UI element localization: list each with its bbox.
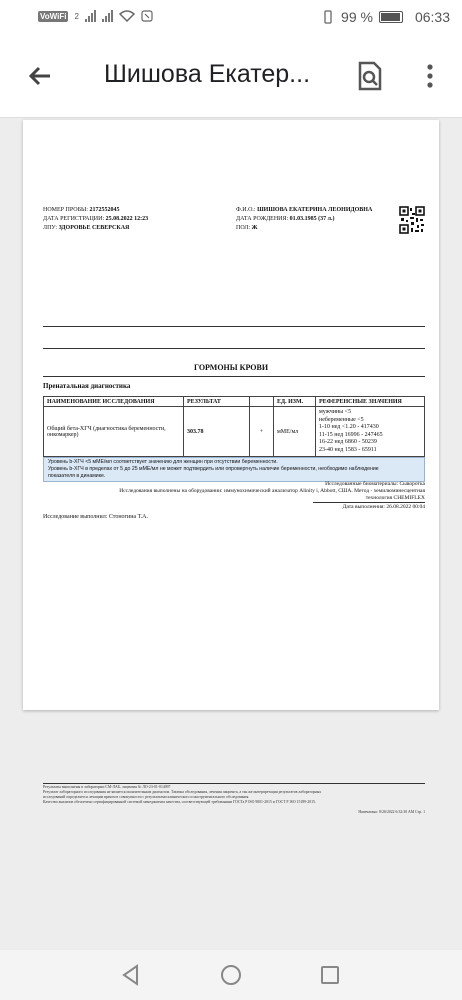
- system-nav-bar: [0, 950, 462, 1000]
- equipment-line: Исследования выполнены на оборудовании: иммунохимический анализатор Alinity i, Abbott, США. Метод - хемилюминесцентная: [119, 488, 425, 494]
- wifi-icon: [119, 10, 135, 22]
- sample-no: 2172552045: [89, 207, 120, 213]
- col-header-result: РЕЗУЛЬТАТ: [184, 397, 250, 407]
- table-row: [44, 407, 425, 457]
- dob-label: ДАТА РОЖДЕНИЯ:: [236, 216, 289, 222]
- test-result: 303.78: [184, 407, 250, 457]
- result-flag: +: [250, 407, 274, 457]
- battery-icon: [379, 11, 403, 23]
- col-header-name: НАИМЕНОВАНИЕ ИССЛЕДОВАНИЯ: [44, 397, 184, 407]
- status-bar: [0, 0, 462, 36]
- col-header-ref: РЕФЕРЕНСНЫЕ ЗНАЧЕНИЯ: [316, 397, 425, 407]
- section-title: ГОРМОНЫ КРОВИ: [193, 363, 269, 372]
- nav-home-icon[interactable]: [219, 963, 243, 987]
- signal-icon-2: [102, 10, 113, 22]
- printed-info: Напечатано: 8/26/2022 6:32:30 AM Стр. 1: [358, 810, 425, 814]
- sim-number: 2: [74, 11, 79, 21]
- footer-rule: [43, 783, 425, 784]
- lpu-label: ЛПУ:: [43, 225, 58, 231]
- reference-values: [316, 407, 425, 457]
- note-line: Уровень b-ХГЧ <5 мМЕ/мл соответствует значению для женщин при отсутствии беременности.: [48, 459, 278, 465]
- table-header-row: [44, 397, 425, 407]
- lpu: ЗДОРОВЬЕ СЕВЕРСКАЯ: [58, 225, 130, 231]
- status-left: [38, 10, 153, 22]
- interpretation-note: [43, 457, 425, 482]
- done-date: Дата выполнения: 26.08.2022 00:04: [342, 504, 425, 510]
- pdf-page: [23, 120, 439, 814]
- date-of-birth: 01.03.1985 (37 л.): [289, 216, 335, 222]
- nav-recents-icon[interactable]: [318, 963, 342, 987]
- document-title: Шишова Екатер...: [104, 60, 311, 88]
- patient-name: ШИШОВА ЕКАТЕРИНА ЛЕОНИДОВНА: [257, 207, 373, 213]
- nav-back-icon[interactable]: [119, 963, 143, 987]
- footer-line: исследований определяется лечащим врачом в совокупности с результатами клинического и инструментального обследования.: [43, 795, 250, 799]
- ref-line: 11-15 нед 16996 - 247465: [319, 431, 383, 438]
- performer: Исследование выполнил: Стоногина Т.А.: [43, 514, 148, 520]
- results-table: [43, 396, 425, 457]
- nfc-icon: [141, 10, 153, 22]
- app-bar: [0, 36, 462, 118]
- footer-text: [43, 785, 425, 805]
- subsection-title: Пренатальная диагностика: [43, 382, 131, 390]
- test-name: Общий бета-ХГЧ (диагностика беременности, онкомаркер): [44, 407, 184, 457]
- col-header-flag: [250, 397, 274, 407]
- footer-line: Качество анализов обеспечено сертифицированной системой менеджмента качества, соответствующей требованиям ГОСТа Р ISO 9001-2015 и ГОСТ Р ISO 15189-2015.: [43, 800, 316, 804]
- ref-line: мужчины <5: [319, 409, 352, 415]
- header-rule-top: [43, 326, 425, 327]
- equipment: [65, 488, 425, 502]
- search-document-icon[interactable]: [352, 58, 388, 94]
- test-unit: мМЕ/мл: [274, 407, 316, 457]
- equipment-line: технология CHEMIFLEX: [365, 495, 425, 501]
- note-line: Уровень b-ХГЧ в пределах от 5 до 25 мМЕ/мл не может подтвердить или опровергнуть наличие беременности, необходимо наблюдение: [48, 466, 379, 472]
- date-rule: [313, 502, 425, 503]
- section-rule: [43, 376, 425, 377]
- battery-percent: 99 %: [341, 9, 373, 25]
- ref-line: 16-22 нед 6860 - 50239: [319, 439, 377, 445]
- ref-line: 23-40 нед 1583 - 65911: [319, 446, 377, 453]
- vibrate-icon: [321, 10, 335, 24]
- col-header-unit: ЕД. ИЗМ.: [274, 397, 316, 407]
- ref-line: небеременные <5: [319, 416, 364, 423]
- sex: Ж: [251, 225, 258, 231]
- clock: 06:33: [414, 9, 450, 25]
- reg-date: 25.08.2022 12:23: [105, 216, 149, 222]
- header-right: [236, 206, 372, 233]
- header-left: [43, 206, 148, 233]
- footer-line: Результат лабораторного исследования не является окончательным диагнозом. Тактика обследования, лечения пациента, а так же интерпретация результатов лабораторных: [43, 790, 322, 794]
- header-rule: [43, 348, 425, 349]
- sex-label: ПОЛ:: [236, 225, 251, 231]
- footer-line: Результаты выполнены в лаборатории СМ-ЛАБ, лицензия № ЛО-23-01-014097: [43, 785, 171, 789]
- qr-code-icon: [399, 206, 425, 234]
- status-right: [321, 9, 450, 25]
- volte-badge: VoWiFi: [40, 11, 67, 21]
- signal-icon: [85, 10, 96, 22]
- sample-no-label: НОМЕР ПРОБЫ:: [43, 207, 88, 213]
- more-options-icon[interactable]: [418, 58, 442, 94]
- back-arrow-icon[interactable]: [22, 58, 58, 94]
- fio-label: Ф.И.О.:: [236, 207, 256, 213]
- biomaterial: Исследованные биоматериалы: Сыворотка: [325, 481, 425, 487]
- reg-date-label: ДАТА РЕГИСТРАЦИИ:: [43, 216, 105, 222]
- note-line: показателя в динамике.: [48, 473, 106, 479]
- ref-line: 1-10 нед <1.20 - 417430: [319, 424, 379, 430]
